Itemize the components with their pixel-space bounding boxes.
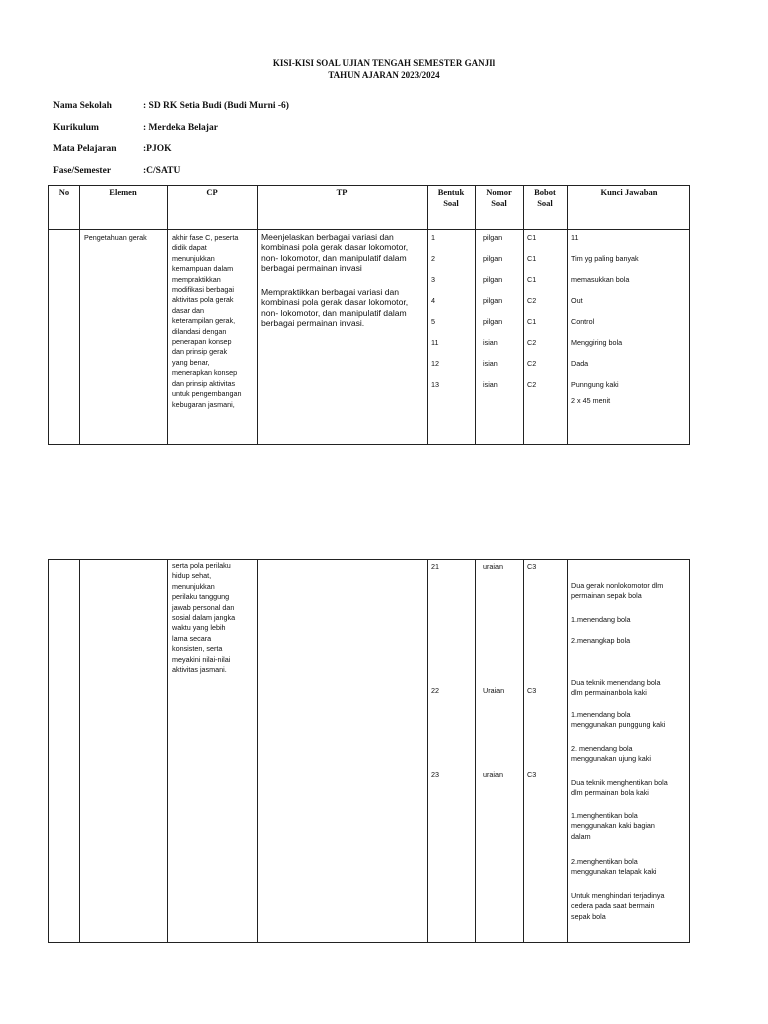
header-bobot-line2: Soal (537, 198, 553, 208)
meta-school-value: : SD RK Setia Budi (Budi Murni -6) (143, 101, 289, 111)
kunci-jawaban-line: dlm permainanbola kaki (571, 688, 647, 698)
meta-school (53, 101, 289, 111)
cp-line: jawab personal dan (172, 602, 235, 612)
nomor-soal-cell: pilgan (483, 296, 503, 305)
header-nomor-line2: Soal (491, 198, 507, 208)
kunci-jawaban-line: menggunakan ujung kaki (571, 754, 651, 764)
cp-line: mempraktikkan (172, 274, 221, 284)
kunci-jawaban-line: dlm permainan bola kaki (571, 788, 649, 798)
nomor-soal-cell: pilgan (483, 254, 503, 263)
kunci-jawaban-line: sepak bola (571, 911, 606, 921)
kunci-jawaban-line: 1.menendang bola (571, 615, 631, 624)
kunci-jawaban-cell: Dada (571, 359, 589, 368)
bentuk-soal-cell: 1 (431, 233, 435, 242)
kunci-jawaban-cell: Out (571, 296, 583, 305)
nomor-soal-cell: uraian (483, 770, 503, 779)
cp-line: dasar dan (172, 305, 204, 315)
meta-subject (53, 144, 172, 154)
kunci-jawaban-block (571, 678, 689, 699)
cp-line: aktivitas pola gerak (172, 295, 234, 305)
bentuk-soal-cell: 22 (431, 686, 439, 695)
bobot-soal-cell: C2 (527, 359, 537, 368)
bentuk-soal-cell: 23 (431, 770, 439, 779)
cp-line: yang benar, (172, 357, 210, 367)
bobot-soal-cell: C2 (527, 296, 537, 305)
meta-subject-label: Mata Pelajaran (53, 144, 117, 154)
tp-line: non- lokomotor, dan manipulatif dalam (261, 252, 407, 263)
cp-line: serta pola perilaku (172, 561, 231, 570)
row1-cp (172, 233, 256, 410)
cp-line: menerapkan konsep (172, 368, 238, 378)
kunci-jawaban-line: 1.menghentikan bola (571, 811, 638, 820)
bobot-soal-cell: C3 (527, 770, 537, 779)
kunci-jawaban-block (571, 857, 689, 878)
meta-school-label: Nama Sekolah (53, 101, 112, 111)
nomor-soal-cell: pilgan (483, 275, 503, 284)
bobot-soal-cell: C1 (527, 233, 537, 242)
bobot-soal-cell: C2 (527, 338, 537, 347)
kunci-jawaban-block (571, 615, 689, 625)
cp-line: penerapan konsep (172, 337, 232, 347)
kunci-jawaban-block (571, 744, 689, 765)
bentuk-soal-cell: 3 (431, 275, 435, 284)
cp-line: lama secara (172, 633, 212, 643)
kunci-jawaban-block (571, 778, 689, 799)
cp-line: dan prinsip aktivitas (172, 378, 236, 388)
header-bentuk-line2: Soal (443, 198, 459, 208)
cp-line: akhir fase C, peserta (172, 233, 239, 242)
tp-line: berbagai permainan invasi. (261, 318, 365, 329)
bentuk-soal-cell: 21 (431, 562, 439, 571)
kunci-jawaban-block (571, 891, 689, 922)
meta-subject-value: :PJOK (143, 144, 172, 154)
nomor-soal-cell: pilgan (483, 317, 503, 326)
kunci-jawaban-cell: 11 (571, 233, 579, 242)
meta-phase-label: Fase/Semester (53, 166, 112, 176)
meta-curriculum-label: Kurikulum (53, 123, 99, 133)
cp-line: dan prinsip gerak (172, 347, 228, 357)
kunci-jawaban-line: Dua teknik menendang bola (571, 678, 661, 687)
row1-tp-practice (261, 287, 425, 329)
cp-line: keterampilan gerak, (172, 316, 236, 326)
tp-line: Mempraktikkan berbagai variasi dan (261, 287, 400, 297)
kunci-jawaban-line: dalam (571, 831, 591, 841)
cp-line: kemampuan dalam (172, 264, 234, 274)
header-bentuk-soal (427, 187, 475, 209)
header-bobot-line1: Bobot (534, 187, 556, 197)
header-bobot-soal (523, 187, 567, 209)
bobot-soal-cell: C3 (527, 686, 537, 695)
bobot-soal-cell: C1 (527, 317, 537, 326)
meta-phase-value: :C/SATU (143, 166, 181, 176)
row2-cp (172, 561, 256, 675)
cp-line: meyakini nilai-nilai (172, 654, 231, 664)
header-tp: TP (336, 187, 348, 197)
bentuk-soal-cell: 5 (431, 317, 435, 326)
cp-line: modifikasi berbagai (172, 285, 234, 295)
kunci-jawaban-line: Dua teknik menghentikan bola (571, 778, 668, 787)
kunci-jawaban-block (571, 581, 689, 602)
document-title: KISI-KISI SOAL UJIAN TENGAH SEMESTER GANJIl (272, 58, 496, 68)
nomor-soal-cell: uraian (483, 562, 503, 571)
bentuk-soal-cell: 13 (431, 380, 439, 389)
kunci-jawaban-line: Dua gerak nonlokomotor dlm (571, 581, 664, 590)
row1-tp-explain (261, 232, 425, 274)
cp-line: konsisten, serta (172, 644, 223, 654)
kunci-jawaban-line: 2. menendang bola (571, 744, 633, 753)
kunci-jawaban-line: cedera pada saat bermain (571, 901, 655, 911)
header-bentuk-line1: Bentuk (437, 187, 465, 197)
nomor-soal-cell: isian (483, 359, 498, 368)
kunci-jawaban-line: permainan sepak bola (571, 591, 642, 601)
header-nomor-line1: Nomor (486, 187, 512, 197)
bobot-soal-cell: C1 (527, 275, 537, 284)
kunci-jawaban-line: menggunakan kaki bagian (571, 821, 655, 831)
cp-line: waktu yang lebih (172, 623, 226, 633)
cp-line: menunjukkan (172, 581, 215, 591)
bobot-soal-cell: C1 (527, 254, 537, 263)
kunci-jawaban-line: menggunakan telapak kaki (571, 867, 657, 877)
bobot-soal-cell: C3 (527, 562, 537, 571)
kunci-jawaban-block (571, 636, 689, 646)
cp-line: menunjukkan (172, 253, 215, 263)
nomor-soal-cell: isian (483, 380, 498, 389)
nomor-soal-cell: isian (483, 338, 498, 347)
tp-line: Meenjelaskan berbagai variasi dan (261, 232, 394, 242)
bobot-soal-cell: C2 (527, 380, 537, 389)
header-elemen: Elemen (109, 187, 137, 197)
kunci-jawaban-block (571, 811, 689, 842)
kunci-jawaban-cell: memasukkan bola (571, 275, 630, 284)
cp-line: sosial dalam jangka (172, 613, 236, 623)
header-cp: CP (206, 187, 218, 197)
kunci-jawaban-cell: Tim yg paling banyak (571, 254, 639, 263)
kunci-jawaban-line: Untuk menghindari terjadinya (571, 891, 665, 900)
bentuk-soal-cell: 11 (431, 338, 439, 347)
tp-line: kombinasi pola gerak dasar lokomotor, (261, 297, 409, 308)
cp-line: perilaku tanggung (172, 592, 230, 602)
tp-line: non- lokomotor, dan manipulatif dalam (261, 307, 407, 318)
cp-line: untuk pengembangan (172, 389, 242, 399)
meta-curriculum-value: : Merdeka Belajar (143, 123, 218, 133)
kunci-jawaban-line: 1.menendang bola (571, 710, 631, 719)
meta-phase (53, 166, 180, 176)
row1-elemen: Pengetahuan gerak (84, 233, 147, 242)
kunci-jawaban-cell: 2 x 45 menit (571, 396, 611, 405)
kunci-jawaban-cell: Punngung kaki (571, 380, 619, 389)
kunci-jawaban-line: 2.menghentikan bola (571, 857, 638, 866)
cp-line: aktivitas jasmani. (172, 665, 227, 675)
header-no: No (58, 187, 70, 197)
kunci-jawaban-line: 2.menangkap bola (571, 636, 631, 645)
header-kunci-jawaban: Kunci Jawaban (600, 187, 658, 197)
meta-curriculum (53, 123, 218, 133)
bentuk-soal-cell: 12 (431, 359, 439, 368)
nomor-soal-cell: pilgan (483, 233, 503, 242)
kunci-jawaban-cell: Menggiring bola (571, 338, 623, 347)
document-subtitle: TAHUN AJARAN 2023/2024 (328, 70, 440, 80)
cp-line: dilandasi dengan (172, 326, 227, 336)
bentuk-soal-cell: 2 (431, 254, 435, 263)
tp-line: kombinasi pola gerak dasar lokomotor, (261, 242, 409, 253)
cp-line: hidup sehat, (172, 571, 212, 581)
header-nomor-soal (475, 187, 523, 209)
cp-line: kebugaran jasmani, (172, 399, 235, 409)
nomor-soal-cell: Uraian (483, 686, 505, 695)
kunci-jawaban-cell: Control (571, 317, 595, 326)
bentuk-soal-cell: 4 (431, 296, 435, 305)
kunci-jawaban-line: menggunakan punggung kaki (571, 720, 666, 730)
kunci-jawaban-block (571, 710, 689, 731)
kisi-table-part-1 (48, 185, 690, 445)
kisi-table-part-2 (48, 559, 690, 943)
tp-line: berbagai permainan invasi (261, 263, 362, 274)
cp-line: didik dapat (172, 243, 207, 253)
